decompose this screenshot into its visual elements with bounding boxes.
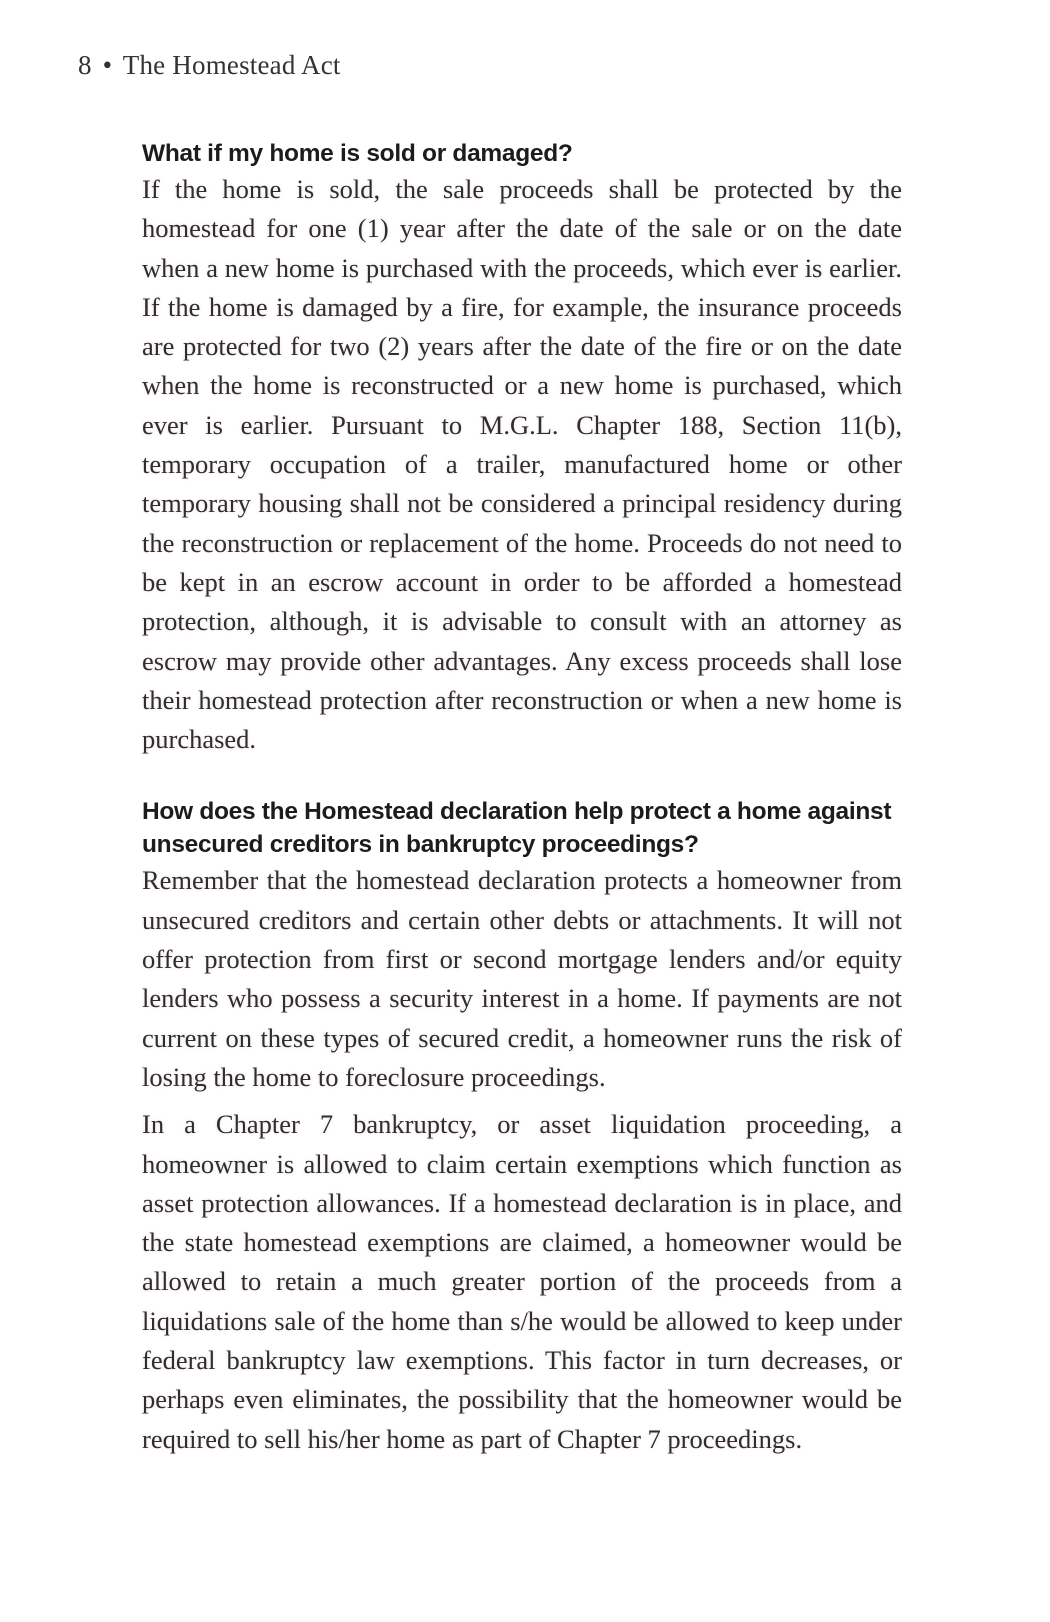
section-heading: What if my home is sold or damaged? (142, 140, 573, 167)
body-paragraph: Remember that the homestead declaration protects a homeowner from unsecured creditors and certain other debts or attachments. It will not offer protection from first or second mortgage lenders and/or equity lenders who possess a security interest in a home. If payments are not current on these types of secured credit, a homeowner runs the risk of losing the home to foreclosure proceedings. (142, 865, 902, 1092)
body-paragraph: In a Chapter 7 bankruptcy, or asset liquidation proceeding, a homeowner is allowed to claim certain exemptions which function as asset protection allowances. If a homestead declaration is in place, and the state homestead exemptions are claimed, a homeowner would be allowed to retain a much greater portion of the proceeds from a liquidations sale of the home than s/he would be allowed to keep under federal bankruptcy law exemptions. This factor in turn decreases, or perhaps even eliminates, the possibility that the homeowner would be required to sell his/her home as part of Chapter 7 proceedings. (142, 1109, 902, 1454)
section-heading: How does the Homestead declaration help protect a home against unsecured creditors in bankruptcy proceedings? (142, 798, 892, 859)
header-separator: • (102, 50, 113, 80)
section-sold-or-damaged (142, 137, 902, 759)
body-paragraph: If the home is sold, the sale proceeds shall be protected by the homestead for one (1) year after the date of the sale or on the date when a new home is purchased with the proceeds, which ever is earlier. If the home is damaged by a fire, for example, the insurance proceeds are protected for two (2) years after the date of the fire or on the date when the home is reconstructed or a new home is purchased, which ever is earlier. Pursuant to M.G.L. Chapter 188, Section 11(b), temporary occupation of a trailer, manufactured home or other temporary housing shall not be considered a principal residency during the reconstruction or replacement of the home. Proceeds do not need to be kept in an escrow account in order to be afforded a homestead protection, although, it is advisable to consult with an attorney as escrow may provide other advantages. Any excess proceeds shall lose their homestead protection after reconstruction or when a new home is purchased. (142, 174, 902, 755)
book-title: The Homestead Act (122, 50, 341, 80)
page-body (142, 137, 902, 1459)
section-bankruptcy-protection (142, 795, 902, 1458)
page-number: 8 (78, 50, 92, 80)
running-head (78, 50, 341, 81)
